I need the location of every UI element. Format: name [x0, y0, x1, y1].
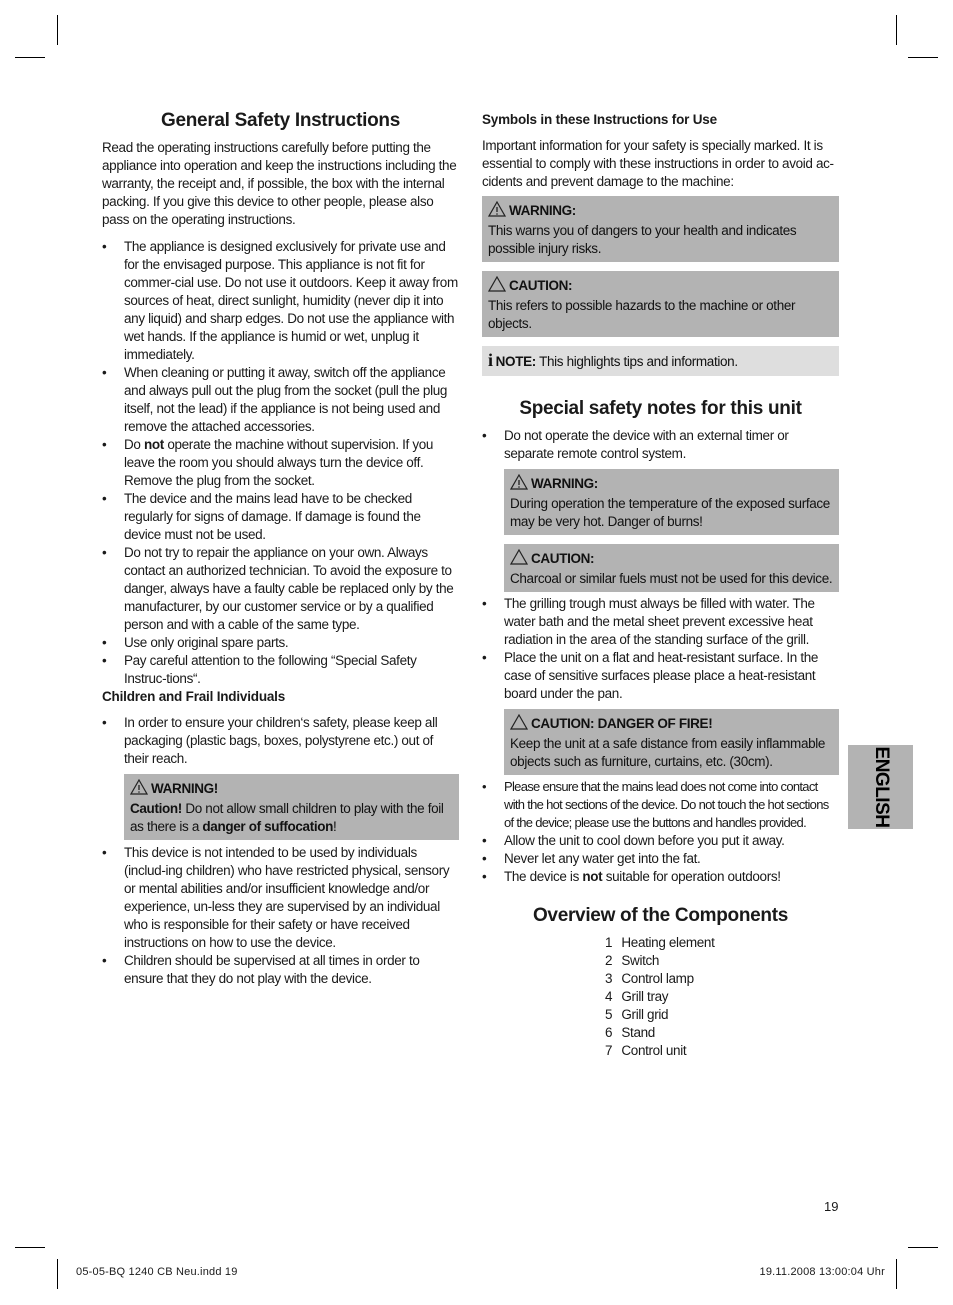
note-text: This highlights tips and information. — [535, 354, 738, 369]
warning-title: WARNING: — [509, 203, 576, 218]
list-item: • Use only original spare parts. — [102, 634, 459, 652]
list-item: • Do not operate the machine without supervision. If you leave the room you should always turn the device off. Remove the plug from the socket. — [102, 436, 459, 490]
caution-text: This refers to possible hazards to the machine or other objects. — [488, 298, 796, 331]
warning-text: During operation the temperature of the exposed surface may be very hot. Danger of burns! — [510, 496, 830, 529]
caution-icon — [488, 276, 506, 297]
caution-icon — [510, 549, 528, 570]
language-tab — [848, 745, 913, 829]
symbol-caution-box — [482, 271, 839, 337]
children-title: Children and Frail Individuals — [102, 689, 286, 704]
symbols-intro: Important information for your safety is specially marked. It is essential to comply with these instructions in order to avoid ac-cidents and prevent damage to the machine: — [482, 138, 834, 189]
list-item: • The device is not suitable for operation outdoors! — [482, 868, 839, 886]
caution-title: CAUTION: — [509, 278, 573, 293]
special-warning-box — [504, 469, 839, 535]
special-list-2 — [482, 595, 839, 703]
caution-text: Keep the unit at a safe distance from easily inflammable objects such as furniture, curtains, etc. (30cm). — [510, 736, 826, 769]
list-item: 5 Grill grid — [605, 1007, 669, 1022]
list-item: 2 Switch — [605, 953, 660, 968]
crop-mark — [57, 1259, 58, 1289]
language-tab-label: ENGLISH — [870, 746, 892, 828]
list-item: • Children should be supervised at all times in order to ensure that they do not play with the device. — [102, 952, 459, 988]
overview-title: Overview of the Components — [532, 905, 789, 926]
footer-file-info: 05-05-BQ 1240 CB Neu.indd 19 — [76, 1266, 238, 1278]
note-title: NOTE: — [495, 354, 536, 369]
symbols-title: Symbols in these Instructions for Use — [482, 112, 717, 127]
list-item: • The grilling trough must always be filled with water. The water bath and the metal sheet prevent excessive heat radiation in the area of the standing surface of the grill. — [482, 595, 839, 649]
symbol-warning-box — [482, 196, 839, 262]
list-item: 3 Control lamp — [605, 971, 694, 986]
warning-icon — [510, 474, 528, 495]
crop-mark — [908, 1247, 938, 1248]
list-item: • In order to ensure your children‘s safety, please keep all packaging (plastic bags, boxes, polystyrene etc.) out of their reach. — [102, 714, 459, 768]
warning-title: WARNING: — [531, 476, 598, 491]
list-item: • Place the unit on a flat and heat-resistant surface. In the case of sensitive surfaces please place a heat-resistant board under the pan. — [482, 649, 839, 703]
warning-icon — [130, 779, 148, 800]
list-item: • Do not operate the device with an external timer or separate remote control system. — [482, 427, 839, 463]
special-safety-title: Special safety notes for this unit — [519, 398, 802, 419]
list-item: • Never let any water get into the fat. — [482, 850, 839, 868]
children-warning-box: WARNING! Caution! Do not allow small children to play with the foil as there is a danger of suffocation! — [124, 774, 459, 840]
list-item: 6 Stand — [605, 1025, 655, 1040]
info-icon: i — [488, 350, 493, 370]
crop-mark — [896, 1259, 897, 1289]
page-number: 19 — [824, 1199, 839, 1214]
general-safety-list — [102, 238, 459, 688]
list-item: 7 Control unit — [605, 1043, 687, 1058]
list-item: • Do not try to repair the appliance on your own. Always contact an authorized technician. To avoid the exposure to danger, always have a faulty cable be replaced only by the manufacturer, by our customer service or by a qualified person and with a cable of the same type. — [102, 544, 459, 634]
warning-title: WARNING! — [151, 781, 218, 796]
list-item: 1 Heating element — [605, 935, 715, 950]
symbol-note-box — [482, 346, 839, 376]
crop-mark — [57, 15, 58, 45]
children-list-2 — [102, 844, 459, 988]
list-item: • Allow the unit to cool down before you put it away. — [482, 832, 839, 850]
special-list-4 — [482, 832, 839, 886]
warning-text: This warns you of dangers to your health and indicates possible injury risks. — [488, 223, 797, 256]
caution-title: CAUTION: — [531, 551, 595, 566]
fire-caution-box — [504, 709, 839, 775]
intro-paragraph: Read the operating instructions carefully before putting the appliance into operation and keep the instructions including the warranty, the receipt and, if possible, the box with the internal packing. If you give this device to other people, please also pass on the operating instructions. — [102, 140, 457, 227]
list-item: • The device and the mains lead have to be checked regularly for signs of damage. If damage is found the device must not be used. — [102, 490, 459, 544]
general-safety-title: General Safety Instructions — [161, 110, 400, 131]
footer-timestamp: 19.11.2008 13:00:04 Uhr — [759, 1266, 885, 1278]
list-item: • Pay careful attention to the following “Special Safety Instruc-tions“. — [102, 652, 459, 688]
warning-icon — [488, 201, 506, 222]
components-list — [605, 934, 714, 1060]
list-item: • The appliance is designed exclusively for private use and for the envisaged purpose. This appliance is not fit for commer-cial use. Do not use it outdoors. Keep it away from sources of heat, direct sunlight, humidity (never dip it into any liquid) and sharp edges. Do not use the appliance with wet hands. If the appliance is humid or wet, unplug it immediately. — [102, 238, 459, 364]
crop-mark — [908, 57, 938, 58]
list-item: • This device is not intended to be used by individuals (includ-ing children) who have restricted physical, sensory or mental abilities and/or insufficient knowledge and/or experience, un-less they are supervised by an individual who is responsible for their safety or have received instructions on how to use the device. — [102, 844, 459, 952]
list-item: • When cleaning or putting it away, switch off the appliance and always pull out the plug from the socket (pull the plug itself, not the lead) if the appliance is not being used and remove the attached accessories. — [102, 364, 459, 436]
caution-text: Charcoal or similar fuels must not be used for this device. — [510, 571, 833, 586]
caution-icon — [510, 714, 528, 735]
caution-title: CAUTION: DANGER OF FIRE! — [531, 716, 713, 731]
crop-mark — [15, 57, 45, 58]
list-item: • Please ensure that the mains lead does not come into contact with the hot sections of the device. Do not touch the hot sections of the device; please use the buttons and handles provided. — [482, 778, 839, 832]
crop-mark — [15, 1247, 45, 1248]
children-list — [102, 714, 459, 768]
special-list-3 — [482, 778, 839, 832]
crop-mark — [896, 15, 897, 45]
special-caution-box — [504, 544, 839, 592]
special-list-1 — [482, 427, 839, 463]
list-item: 4 Grill tray — [605, 989, 669, 1004]
